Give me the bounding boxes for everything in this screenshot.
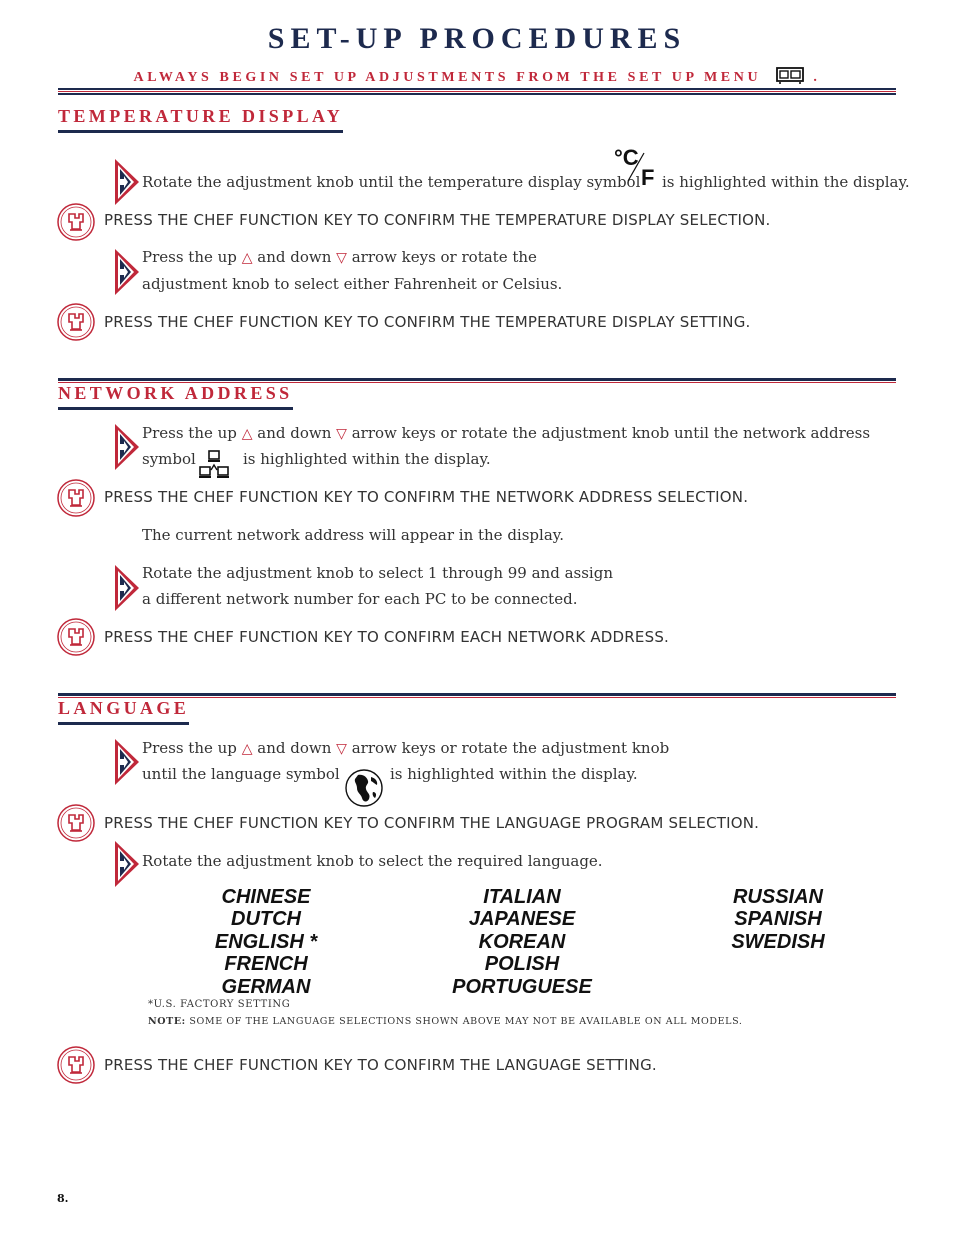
language-option: JAPANESE (468, 908, 576, 931)
arrow-step-icon (114, 423, 140, 471)
language-confirm-setting: PRESS THE CHEF FUNCTION KEY TO CONFIRM THE LANGUAGE SETTING. (104, 1056, 657, 1074)
subtitle-text: ALWAYS BEGIN SET UP ADJUSTMENTS FROM THE SET UP MENU (133, 70, 762, 85)
language-confirm-selection: PRESS THE CHEF FUNCTION KEY TO CONFIRM THE LANGUAGE PROGRAM SELECTION. (104, 814, 760, 832)
temperature-symbol-icon (614, 145, 658, 189)
language-option: PORTUGUESE (452, 975, 592, 998)
language-option: SWEDISH (731, 930, 825, 953)
language-option: ITALIAN (483, 886, 561, 908)
network-confirm-address: PRESS THE CHEF FUNCTION KEY TO CONFIRM EACH NETWORK ADDRESS. (104, 628, 670, 646)
temperature-step-2-line-2: adjustment knob to select either Fahrenheit or Celsius. (142, 275, 563, 293)
globe-icon (344, 768, 384, 808)
chef-key-icon[interactable] (57, 479, 95, 517)
language-option: POLISH (484, 953, 560, 976)
temperature-step-1-post: is highlighted within the display. (662, 173, 910, 191)
arrow-step-icon (114, 840, 140, 888)
chef-key-icon[interactable] (57, 1046, 95, 1084)
up-arrow-icon: △ (241, 741, 253, 757)
temperature-confirm-setting: PRESS THE CHEF FUNCTION KEY TO CONFIRM THE TEMPERATURE DISPLAY SETTING. (104, 313, 751, 331)
fahrenheit-label: F (641, 165, 655, 190)
section-heading-language: LANGUAGE (58, 698, 189, 725)
network-icon (199, 450, 229, 480)
language-step-1-line-2-post: is highlighted within the display. (390, 765, 638, 783)
network-note: The current network address will appear in the display. (142, 526, 565, 544)
arrow-step-icon (114, 158, 140, 206)
down-arrow-icon: ▽ (336, 741, 347, 757)
page-subtitle (0, 66, 954, 86)
chef-key-icon[interactable] (57, 804, 95, 842)
language-column-3 (678, 886, 878, 953)
network-step-1-line-1 (142, 424, 870, 442)
celsius-label: °C (614, 145, 639, 170)
note-label: NOTE: (148, 1016, 186, 1027)
language-option: SPANISH (734, 908, 822, 931)
temperature-step-1-pre: Rotate the adjustment knob until the temperature display symbol (142, 173, 641, 191)
step-text: Press the up (142, 248, 237, 266)
page-title: SET-UP PROCEDURES (267, 22, 687, 55)
availability-note (148, 1016, 742, 1027)
network-step-2-line-2: a different network number for each PC to be connected. (142, 590, 578, 608)
temperature-confirm-selection: PRESS THE CHEF FUNCTION KEY TO CONFIRM THE TEMPERATURE DISPLAY SELECTION. (104, 211, 771, 229)
arrow-step-icon (114, 248, 140, 296)
step-text: and down (257, 739, 332, 757)
temperature-step-2-line-1 (142, 248, 537, 266)
language-step-2: Rotate the adjustment knob to select the required language. (142, 852, 603, 870)
factory-setting-note: *U.S. FACTORY SETTING (148, 999, 291, 1010)
step-text: and down (257, 424, 332, 442)
step-text: arrow keys or rotate the (351, 248, 537, 266)
step-text: arrow keys or rotate the adjustment knob until the network address (351, 424, 871, 442)
language-column-1 (166, 886, 366, 998)
step-text: arrow keys or rotate the adjustment knob (351, 739, 670, 757)
chef-key-icon[interactable] (57, 203, 95, 241)
page-number: 8. (57, 1192, 69, 1205)
down-arrow-icon: ▽ (336, 250, 347, 266)
setup-menu-icon (776, 66, 806, 84)
subtitle-period: . (813, 70, 821, 85)
language-option: ENGLISH * (214, 930, 318, 953)
section-heading-temperature: TEMPERATURE DISPLAY (58, 106, 343, 133)
network-step-1-line-2-pre: symbol (142, 450, 196, 468)
language-step-1-line-2-pre: until the language symbol (142, 765, 340, 783)
temperature-step-1 (142, 173, 640, 191)
language-column-2 (422, 886, 622, 998)
network-step-1-line-2-post: is highlighted within the display. (243, 450, 491, 468)
language-option: GERMAN (221, 975, 311, 998)
language-option: RUSSIAN (732, 886, 823, 908)
step-text: and down (257, 248, 332, 266)
chef-key-icon[interactable] (57, 303, 95, 341)
language-option: KOREAN (478, 930, 566, 953)
header-rule (58, 88, 896, 96)
up-arrow-icon: △ (241, 426, 253, 442)
step-text: Press the up (142, 424, 237, 442)
network-confirm-selection: PRESS THE CHEF FUNCTION KEY TO CONFIRM THE NETWORK ADDRESS SELECTION. (104, 488, 749, 506)
language-option: CHINESE (221, 886, 311, 908)
language-option: FRENCH (224, 953, 308, 976)
note-text: SOME OF THE LANGUAGE SELECTIONS SHOWN ABOVE MAY NOT BE AVAILABLE ON ALL MODELS. (189, 1016, 743, 1027)
up-arrow-icon: △ (241, 250, 253, 266)
chef-key-icon[interactable] (57, 618, 95, 656)
language-option: DUTCH (231, 908, 301, 931)
arrow-step-icon (114, 738, 140, 786)
section-heading-network: NETWORK ADDRESS (58, 383, 293, 410)
step-text: Press the up (142, 739, 237, 757)
arrow-step-icon (114, 564, 140, 612)
down-arrow-icon: ▽ (336, 426, 347, 442)
language-step-1-line-1 (142, 739, 669, 757)
network-step-2-line-1: Rotate the adjustment knob to select 1 through 99 and assign (142, 564, 613, 582)
